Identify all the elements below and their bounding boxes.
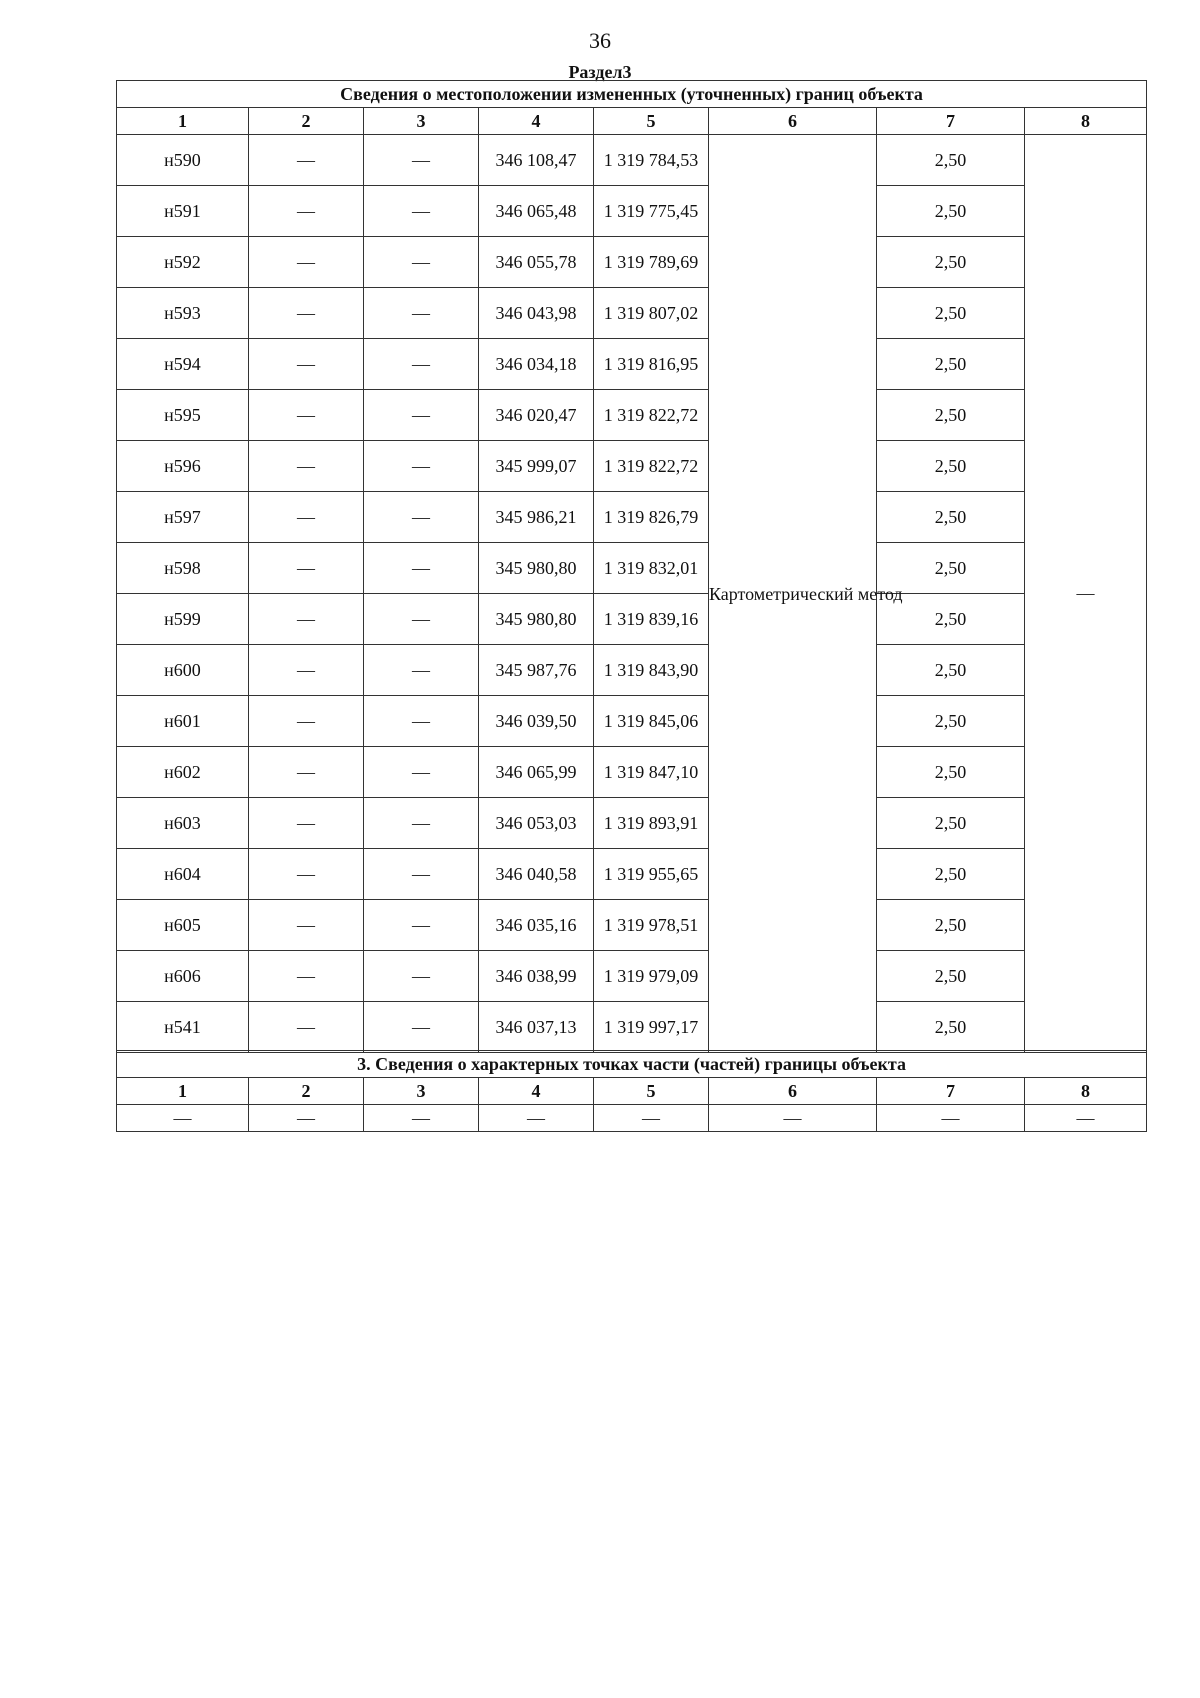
cell-col3: — — [364, 849, 479, 900]
table-row — [117, 237, 1147, 288]
coordinate-y: 1 319 997,17 — [594, 1002, 709, 1053]
accuracy-value: 2,50 — [877, 288, 1025, 339]
coordinate-y: 1 319 893,91 — [594, 798, 709, 849]
coordinate-y: 1 319 955,65 — [594, 849, 709, 900]
column-number-header: 2 — [249, 1078, 364, 1105]
cell-col2: — — [249, 951, 364, 1002]
page-number: 36 — [589, 28, 611, 53]
cell-col3: — — [364, 1002, 479, 1053]
coordinate-x: 345 999,07 — [479, 441, 594, 492]
accuracy-value: 2,50 — [877, 849, 1025, 900]
coordinate-y: 1 319 826,79 — [594, 492, 709, 543]
table-row — [117, 543, 1147, 594]
cell-col2: — — [249, 849, 364, 900]
cell-col3: — — [364, 339, 479, 390]
coordinate-y: 1 319 822,72 — [594, 390, 709, 441]
empty-dash-cell: — — [479, 1105, 594, 1132]
column-number-header: 3 — [364, 1078, 479, 1105]
coordinate-x: 346 108,47 — [479, 135, 594, 186]
coordinate-y: 1 319 775,45 — [594, 186, 709, 237]
empty-dash-cell: — — [877, 1105, 1025, 1132]
accuracy-value: 2,50 — [877, 1002, 1025, 1053]
point-label: н592 — [117, 237, 249, 288]
cell-col3: — — [364, 951, 479, 1002]
coordinate-y: 1 319 847,10 — [594, 747, 709, 798]
column-number-header: 5 — [594, 1078, 709, 1105]
cell-col3: — — [364, 492, 479, 543]
accuracy-value: 2,50 — [877, 339, 1025, 390]
table-row — [117, 696, 1147, 747]
coordinate-x: 346 034,18 — [479, 339, 594, 390]
table-row — [117, 492, 1147, 543]
cell-col2: — — [249, 339, 364, 390]
cell-col2: — — [249, 186, 364, 237]
coordinate-y: 1 319 789,69 — [594, 237, 709, 288]
empty-dash-cell: — — [249, 1105, 364, 1132]
cell-col3: — — [364, 237, 479, 288]
table-row — [117, 645, 1147, 696]
point-label: н596 — [117, 441, 249, 492]
empty-dash-cell: — — [1025, 1105, 1147, 1132]
point-label: н603 — [117, 798, 249, 849]
parts-table-caption: 3. Сведения о характерных точках части (частей) границы объекта — [117, 1051, 1147, 1078]
table-row — [117, 1002, 1147, 1053]
point-label: н597 — [117, 492, 249, 543]
cell-col2: — — [249, 390, 364, 441]
table-row — [117, 594, 1147, 645]
point-label: н599 — [117, 594, 249, 645]
point-label: н593 — [117, 288, 249, 339]
cell-col2: — — [249, 645, 364, 696]
point-label: н591 — [117, 186, 249, 237]
cell-col3: — — [364, 543, 479, 594]
accuracy-value: 2,50 — [877, 492, 1025, 543]
cell-col2: — — [249, 288, 364, 339]
column-number-header: 1 — [117, 108, 249, 135]
accuracy-value: 2,50 — [877, 135, 1025, 186]
table-row — [117, 900, 1147, 951]
cell-col2: — — [249, 441, 364, 492]
point-label: н590 — [117, 135, 249, 186]
cell-col3: — — [364, 186, 479, 237]
cell-col3: — — [364, 441, 479, 492]
coordinate-y: 1 319 839,16 — [594, 594, 709, 645]
point-label: н602 — [117, 747, 249, 798]
accuracy-value: 2,50 — [877, 696, 1025, 747]
cell-col3: — — [364, 696, 479, 747]
section-title: Раздел3 — [568, 62, 632, 82]
empty-dash-cell: — — [594, 1105, 709, 1132]
cell-col2: — — [249, 798, 364, 849]
accuracy-value: 2,50 — [877, 390, 1025, 441]
accuracy-value: 2,50 — [877, 543, 1025, 594]
accuracy-value: 2,50 — [877, 186, 1025, 237]
accuracy-value: 2,50 — [877, 900, 1025, 951]
cell-col3: — — [364, 135, 479, 186]
column-number-header: 2 — [249, 108, 364, 135]
cell-col2: — — [249, 747, 364, 798]
cell-col3: — — [364, 288, 479, 339]
column-number-header: 7 — [877, 108, 1025, 135]
coordinate-y: 1 319 816,95 — [594, 339, 709, 390]
point-label: н606 — [117, 951, 249, 1002]
empty-dash-cell: — — [364, 1105, 479, 1132]
column-number-header: 6 — [709, 108, 877, 135]
parts-table-column-numbers — [117, 1078, 1147, 1105]
coordinate-x: 346 053,03 — [479, 798, 594, 849]
cell-col3: — — [364, 390, 479, 441]
accuracy-value: 2,50 — [877, 237, 1025, 288]
coordinate-x: 345 986,21 — [479, 492, 594, 543]
table-row — [117, 951, 1147, 1002]
accuracy-value: 2,50 — [877, 951, 1025, 1002]
table-row — [117, 1105, 1147, 1132]
table-row — [117, 849, 1147, 900]
column-number-header: 5 — [594, 108, 709, 135]
coordinate-x: 346 065,99 — [479, 747, 594, 798]
table-row — [117, 747, 1147, 798]
cell-col2: — — [249, 696, 364, 747]
parts-boundary-table — [116, 1050, 1147, 1132]
coordinate-x: 346 020,47 — [479, 390, 594, 441]
coordinate-x: 345 987,76 — [479, 645, 594, 696]
coordinate-y: 1 319 832,01 — [594, 543, 709, 594]
col8-merged-cell: — — [1025, 135, 1147, 1053]
cell-col2: — — [249, 900, 364, 951]
column-number-header: 3 — [364, 108, 479, 135]
table-row — [117, 288, 1147, 339]
accuracy-value: 2,50 — [877, 798, 1025, 849]
coordinate-y: 1 319 843,90 — [594, 645, 709, 696]
cell-col3: — — [364, 594, 479, 645]
accuracy-value: 2,50 — [877, 747, 1025, 798]
accuracy-value: 2,50 — [877, 441, 1025, 492]
column-number-header: 7 — [877, 1078, 1025, 1105]
cell-col2: — — [249, 1002, 364, 1053]
cell-col3: — — [364, 900, 479, 951]
coordinate-x: 346 040,58 — [479, 849, 594, 900]
main-table-column-numbers — [117, 108, 1147, 135]
column-number-header: 8 — [1025, 108, 1147, 135]
table-row — [117, 441, 1147, 492]
empty-dash-cell: — — [709, 1105, 877, 1132]
coordinate-x: 346 039,50 — [479, 696, 594, 747]
coordinate-x: 346 038,99 — [479, 951, 594, 1002]
coordinate-y: 1 319 978,51 — [594, 900, 709, 951]
coordinate-y: 1 319 822,72 — [594, 441, 709, 492]
cell-col2: — — [249, 237, 364, 288]
cell-col3: — — [364, 798, 479, 849]
table-row — [117, 798, 1147, 849]
column-number-header: 8 — [1025, 1078, 1147, 1105]
coordinate-x: 346 037,13 — [479, 1002, 594, 1053]
main-boundary-table — [116, 80, 1147, 1053]
coordinate-x: 346 065,48 — [479, 186, 594, 237]
table-row — [117, 135, 1147, 186]
coordinate-x: 346 043,98 — [479, 288, 594, 339]
point-label: н595 — [117, 390, 249, 441]
accuracy-value: 2,50 — [877, 645, 1025, 696]
point-label: н598 — [117, 543, 249, 594]
coordinate-y: 1 319 845,06 — [594, 696, 709, 747]
point-label: н594 — [117, 339, 249, 390]
column-number-header: 6 — [709, 1078, 877, 1105]
point-label: н541 — [117, 1002, 249, 1053]
empty-dash-cell: — — [117, 1105, 249, 1132]
table-row — [117, 390, 1147, 441]
column-number-header: 1 — [117, 1078, 249, 1105]
cell-col2: — — [249, 543, 364, 594]
coordinate-x: 345 980,80 — [479, 543, 594, 594]
cell-col2: — — [249, 492, 364, 543]
coordinate-y: 1 319 979,09 — [594, 951, 709, 1002]
column-number-header: 4 — [479, 108, 594, 135]
point-label: н604 — [117, 849, 249, 900]
method-cell: Картометрический метод — [709, 135, 877, 1053]
table-row — [117, 186, 1147, 237]
cell-col3: — — [364, 747, 479, 798]
point-label: н601 — [117, 696, 249, 747]
point-label: н600 — [117, 645, 249, 696]
column-number-header: 4 — [479, 1078, 594, 1105]
table-row — [117, 339, 1147, 390]
accuracy-value: 2,50 — [877, 594, 1025, 645]
cell-col2: — — [249, 594, 364, 645]
point-label: н605 — [117, 900, 249, 951]
cell-col3: — — [364, 645, 479, 696]
coordinate-x: 346 035,16 — [479, 900, 594, 951]
coordinate-x: 346 055,78 — [479, 237, 594, 288]
main-table-caption: Сведения о местоположении измененных (уточненных) границ объекта — [117, 81, 1147, 108]
coordinate-x: 345 980,80 — [479, 594, 594, 645]
coordinate-y: 1 319 784,53 — [594, 135, 709, 186]
coordinate-y: 1 319 807,02 — [594, 288, 709, 339]
cell-col2: — — [249, 135, 364, 186]
